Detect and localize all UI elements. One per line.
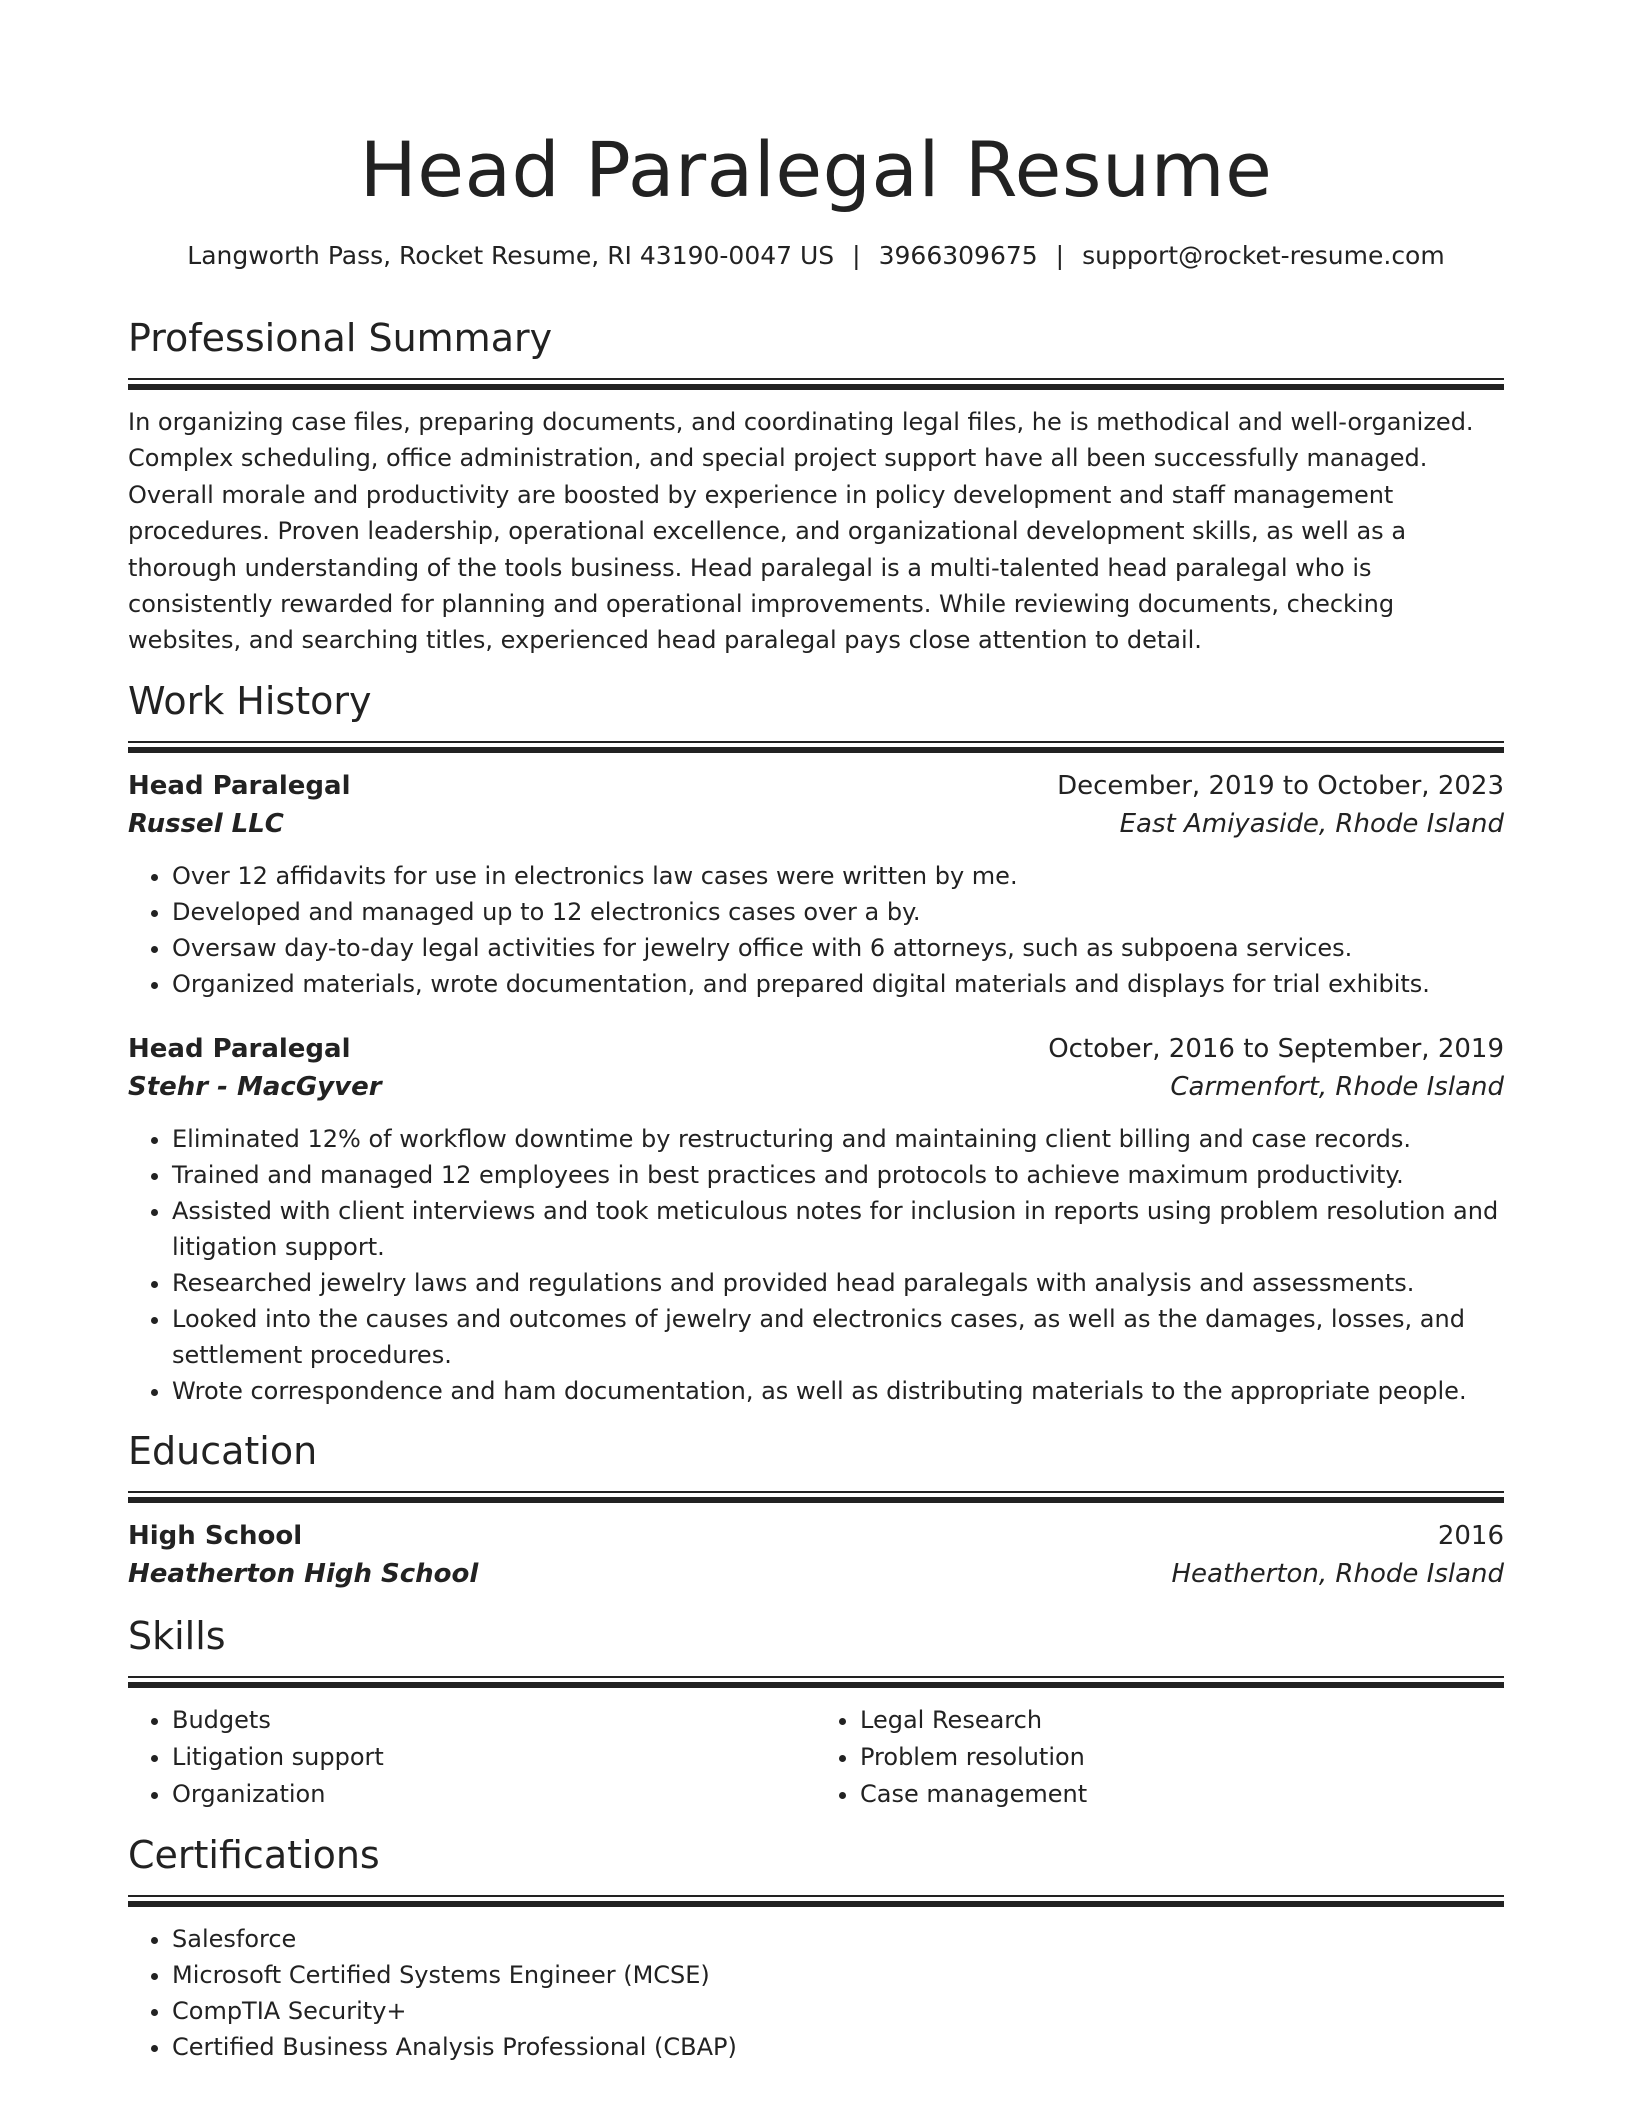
- job-dates: December, 2019 to October, 2023: [1057, 770, 1504, 801]
- certifications-list: [128, 1921, 1504, 2065]
- list-item: • Organization: [172, 1776, 816, 1813]
- section-divider: [128, 1895, 1504, 1907]
- education-degree: High School: [128, 1520, 303, 1551]
- skills-heading: Skills: [128, 1613, 226, 1658]
- education-heading: Education: [128, 1428, 318, 1473]
- list-item: • Certified Business Analysis Professional (CBAP): [172, 2029, 1504, 2065]
- work-heading: Work History: [128, 678, 372, 723]
- education-year: 2016: [1437, 1520, 1504, 1551]
- summary-section: [128, 312, 1504, 659]
- summary-heading: Professional Summary: [128, 316, 553, 360]
- certifications-section: [128, 1829, 1504, 2065]
- list-item: • Problem resolution: [860, 1739, 1504, 1776]
- education-school-row: [128, 1555, 1504, 1594]
- education-header-row: [128, 1517, 1504, 1556]
- list-item: • Litigation support: [172, 1739, 816, 1776]
- job-entry: [128, 767, 1504, 1002]
- job-company-row: [128, 1068, 1504, 1107]
- job-position: Head Paralegal: [128, 770, 351, 801]
- job-dates: October, 2016 to September, 2019: [1048, 1033, 1504, 1064]
- contact-phone: 3966309675: [878, 241, 1038, 270]
- list-item: • Legal Research: [860, 1702, 1504, 1739]
- section-divider: [128, 378, 1504, 390]
- list-item: • Microsoft Certified Systems Engineer (MCSE): [172, 1957, 1504, 1993]
- list-item: • Salesforce: [172, 1921, 1504, 1957]
- section-divider: [128, 1676, 1504, 1688]
- job-company: Stehr - MacGyver: [128, 1072, 382, 1103]
- list-item: • Oversaw day-to-day legal activities for jewelry office with 6 attorneys, such as subpoena services.: [172, 930, 1504, 966]
- education-section: [128, 1425, 1504, 1594]
- education-school: Heatherton High School: [128, 1559, 479, 1590]
- list-item: • Trained and managed 12 employees in best practices and protocols to achieve maximum productivity.: [172, 1157, 1504, 1193]
- list-item: • Budgets: [172, 1702, 816, 1739]
- contact-email: support@rocket-resume.com: [1082, 241, 1445, 270]
- job-header-row: [128, 1030, 1504, 1069]
- job-bullets: [128, 1121, 1504, 1409]
- contact-separator: |: [852, 241, 861, 270]
- section-divider: [128, 1491, 1504, 1503]
- certifications-heading: Certifications: [128, 1832, 380, 1877]
- section-divider: [128, 741, 1504, 753]
- work-section: [128, 675, 1504, 1409]
- skills-list-right: [816, 1702, 1504, 1813]
- job-company-row: [128, 805, 1504, 844]
- list-item: • Looked into the causes and outcomes of jewelry and electronics cases, as well as the damages, losses, and settlement procedures.: [172, 1301, 1504, 1373]
- contact-separator: |: [1055, 241, 1065, 270]
- summary-text: In organizing case files, preparing documents, and coordinating legal files, he is methodical and well-organized. Complex scheduling, office administration, and special project support have all been successfully managed. Overall morale and productivity are boosted by experience in policy development and staff management procedures. Proven leadership, operational excellence, and organizational development skills, as well as a thorough understanding of the tools business. Head paralegal is a multi-talented head paralegal who is consistently rewarded for planning and operational improvements. While reviewing documents, checking websites, and searching titles, experienced head paralegal pays close attention to detail.: [128, 408, 1474, 655]
- skills-section: [128, 1610, 1504, 1813]
- list-item: • Organized materials, wrote documentation, and prepared digital materials and displays for trial exhibits.: [172, 966, 1504, 1002]
- list-item: • Over 12 affidavits for use in electronics law cases were written by me.: [172, 858, 1504, 894]
- list-item: • Researched jewelry laws and regulations and provided head paralegals with analysis and assessments.: [172, 1265, 1504, 1301]
- job-header-row: [128, 767, 1504, 806]
- list-item: • Developed and managed up to 12 electronics cases over a by.: [172, 894, 1504, 930]
- job-location: Carmenfort, Rhode Island: [1170, 1072, 1504, 1103]
- job-bullets: [128, 858, 1504, 1002]
- job-entry: [128, 1030, 1504, 1409]
- job-company: Russel LLC: [128, 809, 284, 840]
- contact-line: [128, 238, 1504, 274]
- list-item: • CompTIA Security+: [172, 1993, 1504, 2029]
- contact-address: Langworth Pass, Rocket Resume, RI 43190-0047 US: [187, 241, 835, 270]
- skills-grid: [128, 1702, 1504, 1813]
- list-item: • Case management: [860, 1776, 1504, 1813]
- skills-list-left: [128, 1702, 816, 1813]
- job-position: Head Paralegal: [128, 1033, 351, 1064]
- list-item: • Wrote correspondence and ham documentation, as well as distributing materials to the appropriate people.: [172, 1373, 1504, 1409]
- resume-title: Head Paralegal Resume: [359, 125, 1273, 214]
- education-location: Heatherton, Rhode Island: [1171, 1559, 1504, 1590]
- job-location: East Amiyaside, Rhode Island: [1119, 809, 1504, 840]
- list-item: • Eliminated 12% of workflow downtime by restructuring and maintaining client billing and case records.: [172, 1121, 1504, 1157]
- list-item: • Assisted with client interviews and took meticulous notes for inclusion in reports using problem resolution and litigation support.: [172, 1193, 1504, 1265]
